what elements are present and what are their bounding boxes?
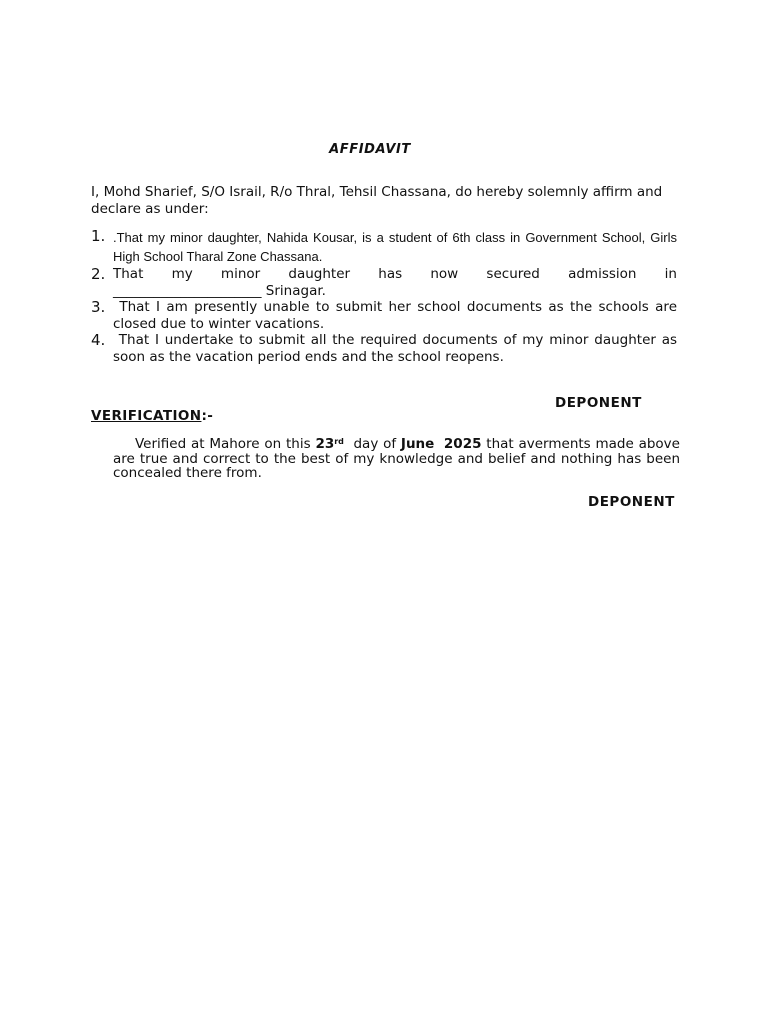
day-suffix: rd xyxy=(334,437,344,446)
deponent-label: DEPONENT xyxy=(555,395,642,411)
list-item-number: 1. xyxy=(91,227,106,245)
verification-month: June xyxy=(400,436,435,452)
list-item-text: .That my minor daughter, Nahida Kousar, is a student of 6th class in Government School, Girls High School Tharal Zone Chassana. xyxy=(113,230,677,264)
list-item-number: 4. xyxy=(91,331,106,349)
verification-heading-suffix: :- xyxy=(201,408,214,424)
list-item xyxy=(91,298,682,332)
list-item-text: That my minor daughter has now secured admission in xyxy=(113,266,677,282)
verification-day-of: day of xyxy=(353,436,397,452)
list-item-number: 3. xyxy=(91,298,106,316)
verification-heading xyxy=(91,408,213,424)
document-title: AFFIDAVIT xyxy=(329,142,411,157)
verification-prefix: Verified at Mahore on this xyxy=(135,436,311,452)
admission-blank: ______________________ xyxy=(113,282,262,299)
list-item xyxy=(91,228,677,266)
list-item xyxy=(91,331,682,365)
intro-paragraph: I, Mohd Sharief, S/O Israil, R/o Thral, Tehsil Chassana, do hereby solemnly affirm and declare as under: xyxy=(91,184,663,217)
verification-heading-text: VERIFICATION xyxy=(91,408,202,424)
city-name: Srinagar. xyxy=(265,282,326,299)
list-item-text-continued xyxy=(113,283,677,300)
list-item-text: That I am presently unable to submit her school documents as the schools are closed due to winter vacations. xyxy=(113,299,682,332)
day-number: 23 xyxy=(315,436,335,452)
list-item-number: 2. xyxy=(91,265,106,283)
verification-year: 2025 xyxy=(443,436,482,452)
list-item-text: That I undertake to submit all the required documents of my minor daughter as soon as the vacation period ends and the school reopens. xyxy=(113,332,682,365)
verification-rest: that averments made above are true and correct to the best of my knowledge and belief and nothing has been concealed there from. xyxy=(113,436,680,481)
declaration-list xyxy=(91,227,682,365)
deponent-label-verification: DEPONENT xyxy=(588,494,675,510)
list-item xyxy=(91,266,677,299)
verification-paragraph xyxy=(113,437,680,481)
